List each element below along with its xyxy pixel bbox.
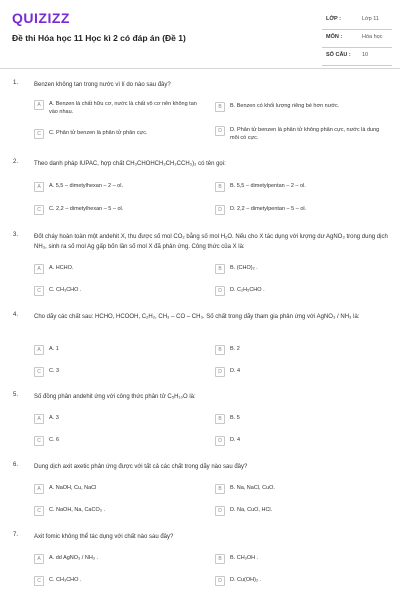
option-letter-box: D (215, 436, 225, 446)
option-text: C. NaOH, Na, CaCO₃ . (49, 507, 106, 513)
question-number: 5. (13, 392, 19, 398)
question-text: Số đồng phân andehit ứng với công thức phân tử C₅H₁₀O là: (34, 394, 196, 400)
question-text: Cho dãy các chất sau: HCHO, HCOOH, C₂H₂, CH₃ – CO – CH₃. Số chất trong dãy tham gia phản ứng với AgNO₃ / NH₃ là: (34, 314, 360, 320)
question-text: Axit fomic không thể tác dụng với chất nào sau đây? (34, 534, 174, 540)
meta-row-subject (322, 30, 392, 48)
option-letter-box: A (34, 554, 44, 564)
meta-row-class (322, 12, 392, 30)
option-letter-box: D (215, 286, 225, 296)
option-text: B. (CHO)₂ . (230, 265, 258, 271)
option-text: D. 4 (230, 437, 241, 443)
option-text: C. CH₃CHO . (49, 287, 82, 293)
option-letter-box: C (34, 286, 44, 296)
worksheet-title: Đề thi Hóa học 11 Học kì 2 có đáp án (Đề 1) (12, 33, 186, 43)
option-text: C. Phân tử benzen là phân tử phân cực. (49, 130, 148, 136)
option-letter-box: B (215, 484, 225, 494)
meta-label: SỐ CÂU : (326, 52, 351, 58)
option-letter-box: C (34, 129, 44, 139)
option-text: A. Benzen là chất hữu cơ, nước là chất vô cơ nên không tan vào nhau. (49, 101, 197, 115)
option-letter-box: B (215, 414, 225, 424)
meta-row-count (322, 48, 392, 66)
option-letter-box: D (215, 367, 225, 377)
meta-label: LỚP : (326, 16, 341, 22)
option-letter-box: C (34, 506, 44, 516)
option-text: A. dd AgNO₃ / NH₃ . (49, 555, 99, 561)
meta-value: 10 (362, 52, 369, 58)
option-letter-box: C (34, 436, 44, 446)
option-text: C. 2,2 – dimetylhexan – 5 – ol. (49, 206, 124, 212)
option-letter-box: C (34, 205, 44, 215)
option-letter-box: A (34, 345, 44, 355)
meta-table (322, 12, 392, 66)
option-text: D. 2,2 – dimetylpentan – 5 – ol. (230, 206, 307, 212)
question-text: Dung dịch axit axetic phản ứng được với tất cả các chất trong dãy nào sau đây? (34, 464, 248, 470)
option-text: B. Benzen có khối lượng riêng bé hơn nước. (230, 103, 340, 109)
worksheet-header (0, 0, 400, 68)
option-letter-box: A (34, 100, 44, 110)
option-text: B. 5,5 – dimetylpentan – 2 – ol. (230, 183, 306, 189)
option-letter-box: C (34, 576, 44, 586)
option-text: D. C₂H₅CHO . (230, 287, 265, 293)
option-text: B. CH₃OH . (230, 555, 259, 561)
question-number: 1. (13, 80, 19, 86)
quizizz-logo: QUIZIZZ (12, 10, 70, 26)
option-text: D. Na, CuO, HCl. (230, 507, 273, 513)
meta-value: Hóa học (362, 34, 383, 40)
option-letter-box: A (34, 182, 44, 192)
option-letter-box: B (215, 554, 225, 564)
option-letter-box: D (215, 126, 225, 136)
option-text: B. Na, NaCl, CuO. (230, 485, 275, 491)
question-text: Benzen không tan trong nước vì lí do nào sau đây? (34, 82, 171, 88)
option-text: A. 3 (49, 415, 59, 421)
option-text: D. Cu(OH)₂ . (230, 577, 262, 583)
option-letter-box: A (34, 484, 44, 494)
option-text: B. 2 (230, 346, 240, 352)
option-letter-box: B (215, 182, 225, 192)
option-text: A. NaOH, Cu, NaCl (49, 485, 97, 491)
option-letter-box: D (215, 506, 225, 516)
option-letter-box: D (215, 576, 225, 586)
option-text: A. 1 (49, 346, 59, 352)
meta-value: Lớp 11 (362, 16, 379, 22)
question-number: 7. (13, 532, 19, 538)
question-number: 6. (13, 462, 19, 468)
option-text: C. 3 (49, 368, 60, 374)
question-number: 3. (13, 232, 19, 238)
question-text: Theo danh pháp IUPAC, hợp chất CH₃CHOHCH₂CH₂CCH₃)₂ có tên gọi: (34, 161, 226, 167)
option-letter-box: C (34, 367, 44, 377)
option-text: C. CH₃CHO . (49, 577, 82, 583)
question-text: Đốt cháy hoàn toàn một andehit X, thu được số mol CO₂ bằng số mol H₂O. Nếu cho X tác dụng với lượng dư AgNO₃ trong dung dịch NH₃, sinh ra số mol Ag gấp bốn lần số mol X đã phản ứng. Công thức của X là: (34, 234, 388, 250)
option-letter-box: B (215, 345, 225, 355)
question-number: 2. (13, 159, 19, 165)
option-letter-box: A (34, 414, 44, 424)
option-text: D. Phân tử benzen là phân tử không phân cực, nước là dung môi có cực. (230, 127, 380, 141)
question-number: 4. (13, 312, 19, 318)
option-text: B. 5 (230, 415, 240, 421)
header-divider (0, 68, 400, 69)
meta-label: MÔN : (326, 34, 343, 40)
option-text: A. HCHO. (49, 265, 74, 271)
option-text: D. 4 (230, 368, 241, 374)
option-text: C. 6 (49, 437, 60, 443)
option-letter-box: D (215, 205, 225, 215)
option-letter-box: B (215, 102, 225, 112)
option-letter-box: A (34, 264, 44, 274)
option-text: A. 5,5 – dimetylhexan – 2 – ol. (49, 183, 123, 189)
option-letter-box: B (215, 264, 225, 274)
